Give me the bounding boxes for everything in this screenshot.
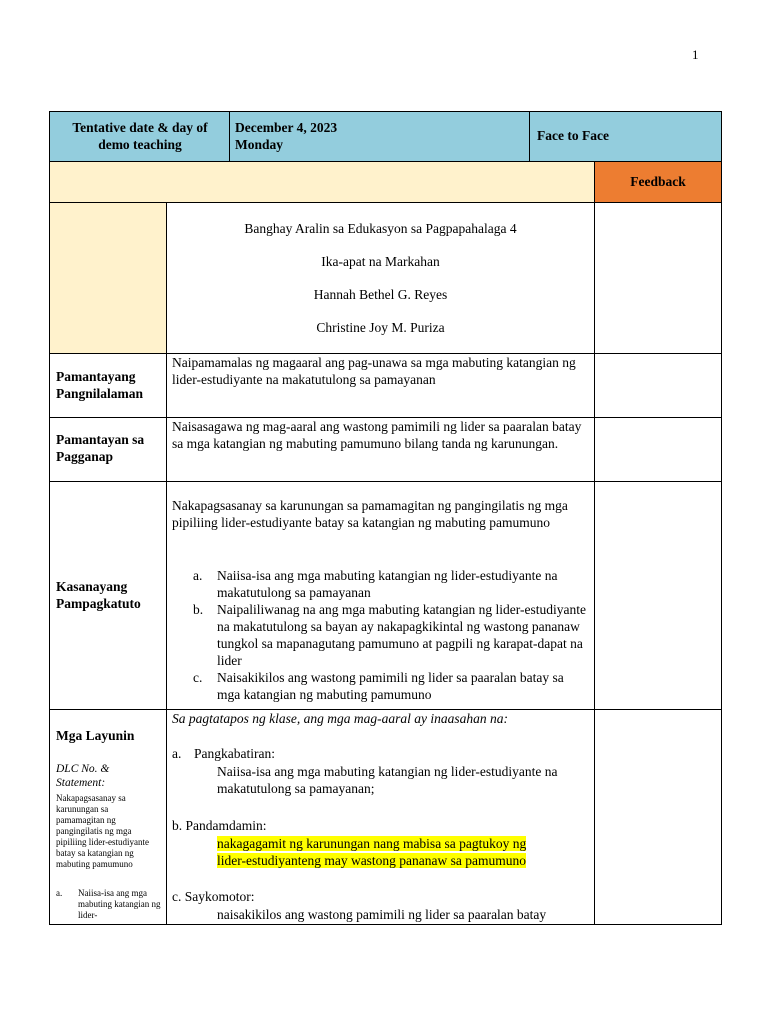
objective-b-text: nakagagamit ng karunungan nang mabisa sa pagtukoy ng lider-estudiyanteng may wastong pananaw sa pamumuno [217, 836, 527, 868]
pagganap-label: Pamantayan sa Pagganap [56, 432, 145, 464]
author-1: Hannah Bethel G. Reyes [313, 287, 448, 302]
dlc-item: a. Naiisa-isa ang mga mabuting katangian ng lider- [56, 888, 161, 920]
demo-date: December 4, 2023 [235, 120, 338, 135]
demo-date-label: Tentative date & day of demo teaching [72, 120, 208, 152]
dlc-text: Nakapagsasanay sa karunungan sa pamamagitan ng pangingilatis ng mga pipiliing lider-estudiyante batay sa katangian ng mabuting pamumuno [56, 793, 150, 869]
lesson-plan-table [49, 111, 722, 925]
pagganap-text: Naisasagawa ng mag-aaral ang wastong pamimili ng lider sa paaralan batay sa mga katangian ng mabuting pamumuno bilang tanda ng karunungan. [172, 419, 582, 451]
cream-label-cell [49, 202, 166, 353]
objective-c-label: c. Saykomotor: [172, 889, 255, 904]
quarter-label: Ika-apat na Markahan [321, 254, 440, 269]
objective-c-text: naisakikilos ang wastong pamimili ng lider sa paaralan batay [217, 907, 547, 922]
list-item: b. Naipaliliwanag na ang mga mabuting katangian ng lider-estudiyante na makatutulong sa bayan ay nakapagkikintal ng wastong pananaw tungkol sa mapanagutang pamumuno at pagpili ng karapat-dapat na lider [193, 602, 586, 668]
objective-b-label: b. Pandamdamin: [172, 818, 267, 833]
demo-day: Monday [235, 137, 284, 152]
lesson-title: Banghay Aralin sa Edukasyon sa Pagpapahalaga 4 [244, 221, 517, 236]
page-number: 1 [692, 47, 699, 62]
kasanayan-list [193, 567, 590, 703]
objective-a-text: Naiisa-isa ang mga mabuting katangian ng lider-estudiyante na makatutulong sa pamayanan; [217, 764, 558, 796]
kasanayan-intro: Nakapagsasanay sa karunungan sa pamamagitan ng pangingilatis ng mga pipiliing lider-estudiyante batay sa katangian ng mabuting pamumuno [172, 498, 568, 530]
kasanayan-label: Kasanayang Pampagkatuto [56, 579, 141, 611]
pangnilalaman-label: Pamantayang Pangnilalaman [56, 369, 144, 401]
objective-a-label: a. Pangkabatiran: [172, 746, 275, 761]
layunin-label: Mga Layunin [56, 728, 135, 743]
author-2: Christine Joy M. Puriza [316, 320, 445, 335]
delivery-mode: Face to Face [537, 128, 609, 143]
dlc-label: DLC No. & Statement: [56, 763, 110, 789]
list-item: c. Naisakikilos ang wastong pamimili ng lider sa paaralan batay sa mga katangian ng mabuting pamumuno [193, 670, 564, 702]
cream-row [49, 161, 594, 202]
feedback-label: Feedback [630, 174, 686, 189]
list-item: a. Naiisa-isa ang mga mabuting katangian ng lider-estudiyante na makatutulong sa pamayanan [193, 568, 558, 600]
pangnilalaman-text: Naipamamalas ng magaaral ang pag-unawa sa mga mabuting katangian ng lider-estudiyante na makatutulong sa pamayanan [172, 355, 576, 387]
layunin-intro: Sa pagtatapos ng klase, ang mga mag-aaral ay inaasahan na: [172, 711, 508, 726]
